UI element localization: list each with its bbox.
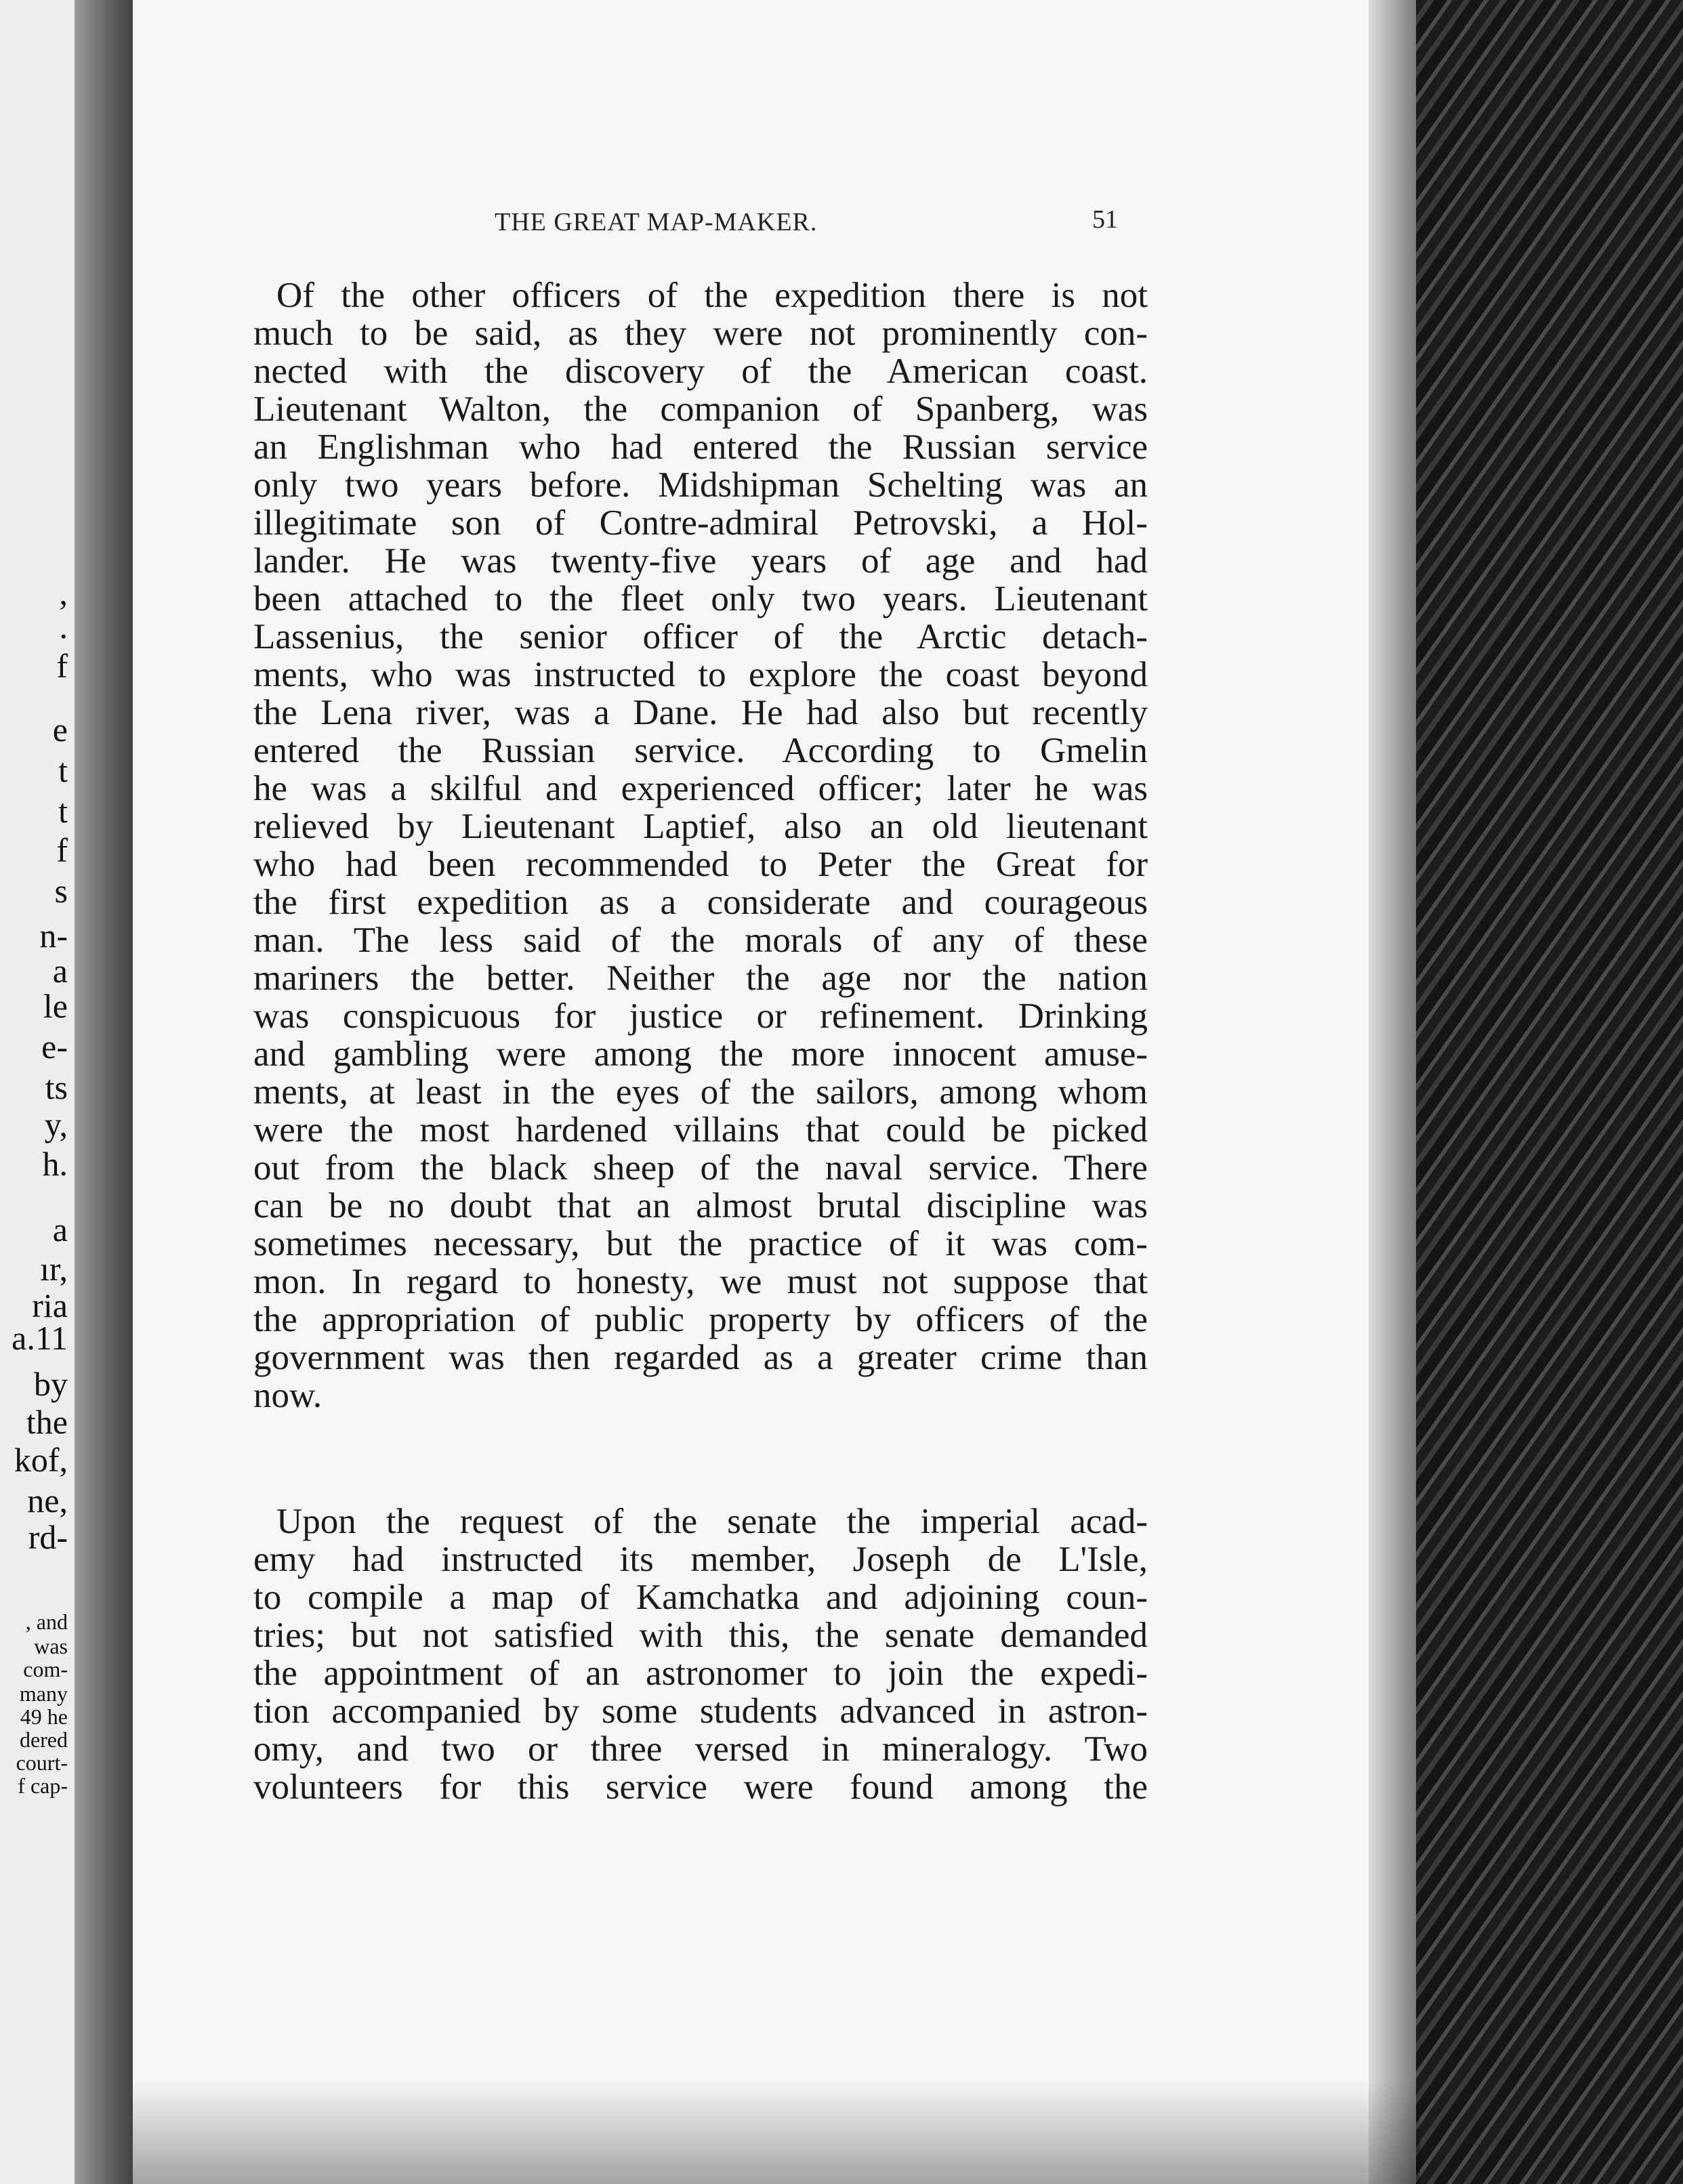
- left-page-fragment-text: f: [56, 831, 68, 869]
- left-page-footnote-fragment: dered: [19, 1727, 68, 1752]
- text-line: entered the Russian service. According to Gmelin: [253, 731, 1148, 770]
- left-page-fragment-text: e-: [41, 1028, 68, 1066]
- text-line: relieved by Lieutenant Laptief, also an old lieutenant: [253, 807, 1148, 846]
- left-page-fragment-text: the: [26, 1403, 68, 1441]
- left-page-fragment-text: ,: [59, 574, 68, 612]
- left-page-fragment-text: f: [56, 647, 68, 685]
- text-line: government was then regarded as a greater crime than: [253, 1338, 1148, 1377]
- text-line: the first expedition as a considerate and courageous: [253, 883, 1148, 922]
- text-line: out from the black sheep of the naval service. There: [253, 1148, 1148, 1188]
- left-page-fragment-text: ts: [45, 1068, 68, 1106]
- left-page-fragment-text: ır,: [39, 1250, 68, 1288]
- text-line: only two years before. Midshipman Schelting was an: [253, 465, 1148, 505]
- text-line: emy had instructed its member, Joseph de L'Isle,: [253, 1540, 1148, 1579]
- left-page-footnote-fragment: court-: [16, 1750, 68, 1775]
- left-page-fragment-text: t: [58, 792, 68, 830]
- page-edge: [1369, 0, 1423, 2184]
- left-page-fragment-text: kof,: [14, 1441, 68, 1479]
- text-line: been attached to the fleet only two years. Lieutenant: [253, 579, 1148, 618]
- left-page-fragment-text: t: [58, 751, 68, 789]
- text-line: now.: [253, 1376, 323, 1415]
- text-line: were the most hardened villains that could be picked: [253, 1110, 1148, 1150]
- left-page-footnote-fragment: 49 he: [20, 1704, 68, 1729]
- text-line: Upon the request of the senate the imperial acad-: [276, 1502, 1148, 1541]
- text-line: volunteers for this service were found among the: [253, 1767, 1148, 1807]
- text-line: the appropriation of public property by officers of the: [253, 1300, 1148, 1339]
- running-title: THE GREAT MAP-MAKER.: [495, 208, 818, 236]
- text-line: tion accompanied by some students advanced in astron-: [253, 1692, 1148, 1731]
- text-line: much to be said, as they were not prominently con-: [253, 314, 1148, 353]
- text-line: tries; but not satisfied with this, the senate demanded: [253, 1616, 1148, 1655]
- left-page-fragment-text: a: [52, 952, 68, 990]
- text-line: mariners the better. Neither the age nor the nation: [253, 959, 1148, 998]
- text-line: man. The less said of the morals of any of these: [253, 921, 1148, 960]
- left-page-footnote-fragment: was: [34, 1634, 68, 1658]
- text-line: he was a skilful and experienced officer; later he was: [253, 769, 1148, 808]
- bottom-shadow: [133, 2080, 1420, 2184]
- text-line: and gambling were among the more innocent amuse-: [253, 1034, 1148, 1074]
- left-page-footnote-fragment: , and: [25, 1610, 68, 1634]
- text-line: mon. In regard to honesty, we must not suppose that: [253, 1262, 1148, 1301]
- text-line: who had been recommended to Peter the Great for: [253, 845, 1148, 884]
- text-line: nected with the discovery of the American coast.: [253, 352, 1148, 391]
- text-line: ments, at least in the eyes of the sailors, among whom: [253, 1072, 1148, 1112]
- text-line: can be no doubt that an almost brutal discipline was: [253, 1186, 1148, 1225]
- left-page-fragment-text: ne,: [27, 1482, 68, 1519]
- left-page-footnote-fragment: f cap-: [18, 1773, 68, 1798]
- left-page-fragment-text: le: [43, 987, 68, 1025]
- text-line: ments, who was instructed to explore the coast beyond: [253, 655, 1148, 694]
- text-line: sometimes necessary, but the practice of it was com-: [253, 1224, 1148, 1263]
- text-line: Lieutenant Walton, the companion of Spanberg, was: [253, 390, 1148, 429]
- left-page-footnote-fragment: many: [19, 1681, 68, 1706]
- left-page-fragment-text: by: [34, 1365, 68, 1403]
- marbled-page-edges: [1416, 0, 1683, 2184]
- left-page-fragment-text: a: [52, 1211, 68, 1248]
- left-page-fragment-text: e: [52, 711, 68, 749]
- left-page-fragment-text: n-: [39, 917, 68, 954]
- left-page-footnote-fragment: com-: [23, 1657, 68, 1681]
- left-page-fragment-text: a.11: [12, 1319, 68, 1357]
- text-line: Of the other officers of the expedition there is not: [276, 276, 1148, 315]
- text-line: an Englishman who had entered the Russian service: [253, 427, 1148, 467]
- text-line: the appointment of an astronomer to join the expedi-: [253, 1654, 1148, 1693]
- text-line: was conspicuous for justice or refinement. Drinking: [253, 996, 1148, 1036]
- left-page-fragment-text: y,: [44, 1106, 68, 1143]
- text-line: illegitimate son of Contre-admiral Petrovski, a Hol-: [253, 503, 1148, 543]
- left-page-fragment-text: s: [54, 872, 68, 910]
- left-page-fragment-text: h.: [42, 1145, 68, 1183]
- text-line: to compile a map of Kamchatka and adjoining coun-: [253, 1578, 1148, 1617]
- text-line: omy, and two or three versed in mineralogy. Two: [253, 1729, 1148, 1769]
- left-page-fragment-text: rd-: [28, 1518, 68, 1556]
- text-line: lander. He was twenty-five years of age and had: [253, 541, 1148, 581]
- left-page-fragment-text: .: [59, 608, 68, 646]
- page-number: 51: [1092, 205, 1118, 234]
- text-line: Lassenius, the senior officer of the Arctic detach-: [253, 617, 1148, 656]
- text-line: the Lena river, was a Dane. He had also but recently: [253, 693, 1148, 732]
- left-page-fragment-text: ria: [32, 1286, 68, 1324]
